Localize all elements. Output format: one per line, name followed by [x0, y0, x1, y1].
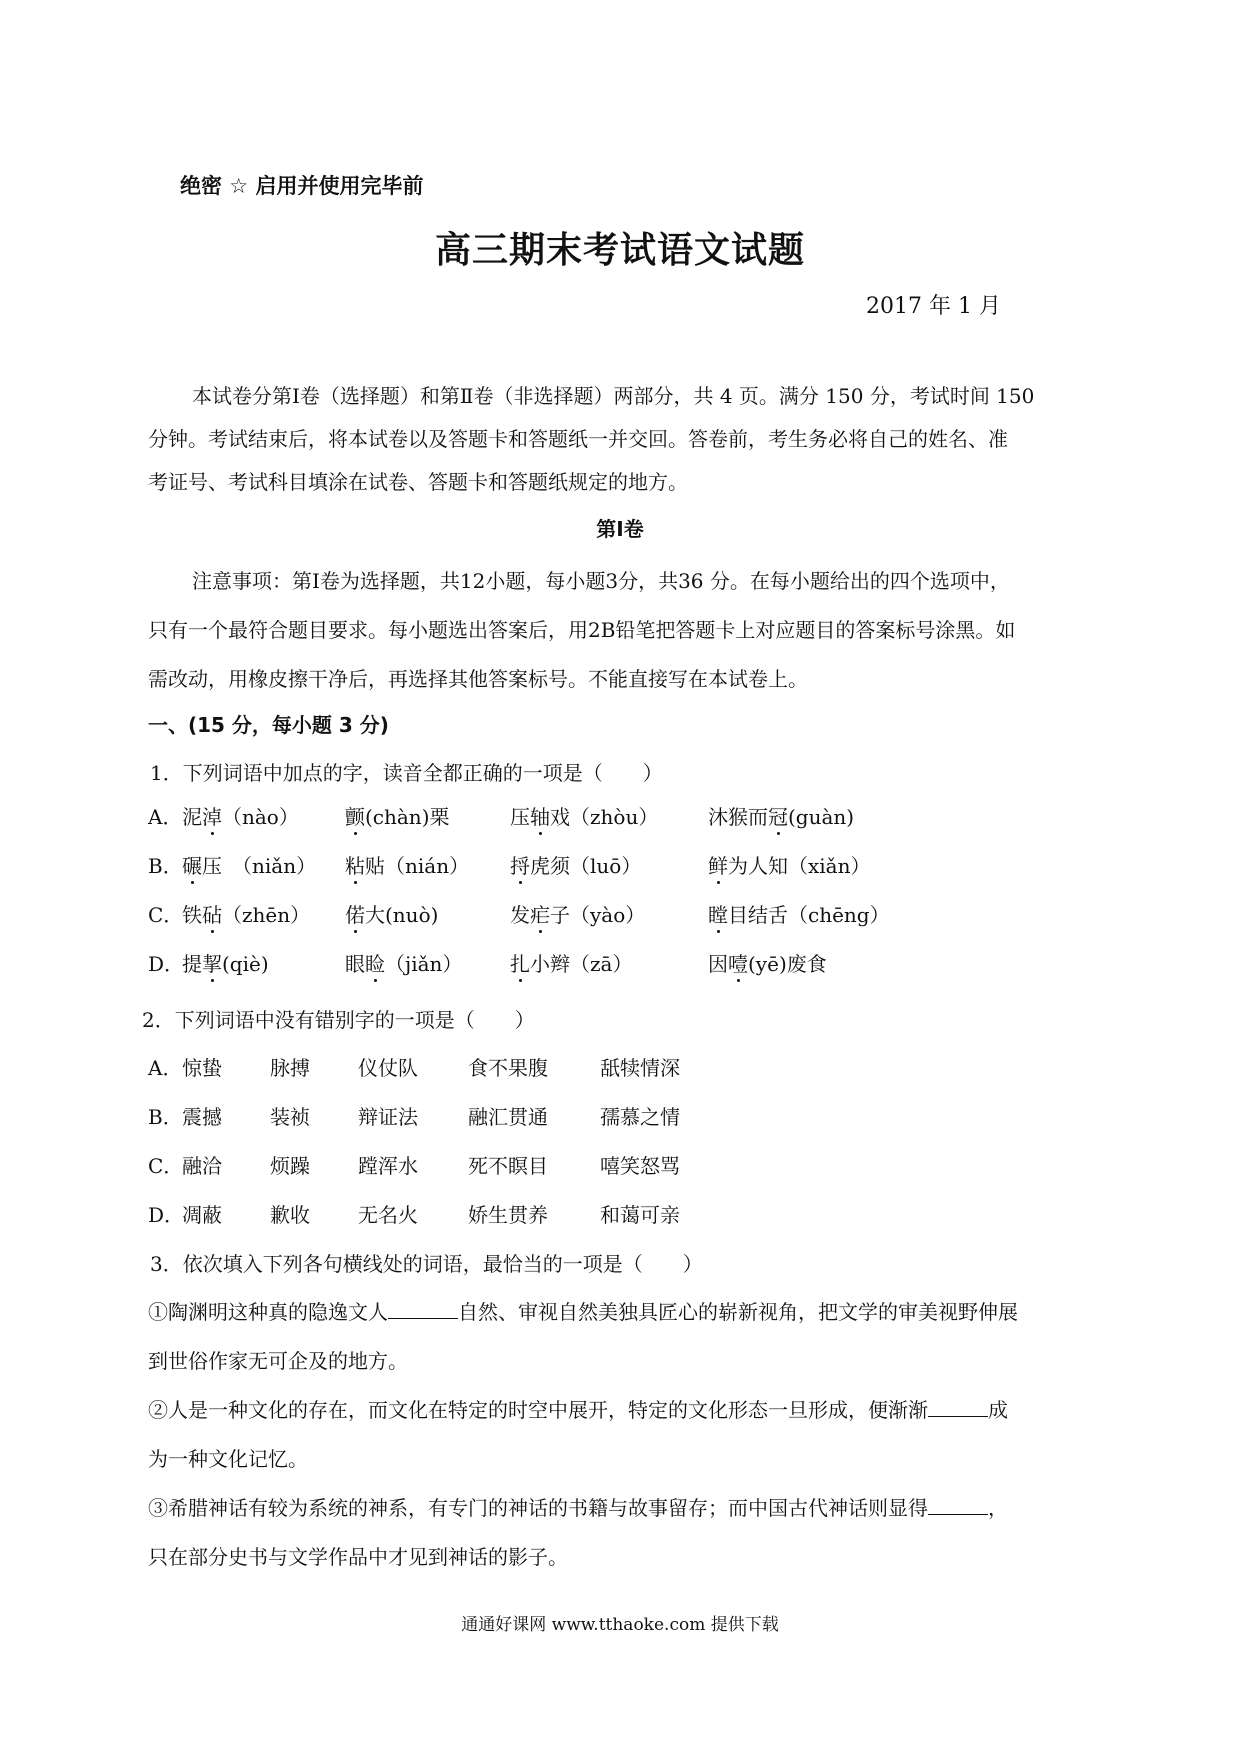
word: 嘻笑怒骂 [600, 1154, 680, 1178]
sentence-3: ③希腊神话有较为系统的神系，有专门的神话的书籍与故事留存；而中国古代神话则显得 ， [148, 1496, 1008, 1520]
option-letter: C． [148, 1154, 184, 1178]
dotted-char: 轴 [530, 805, 550, 829]
word: 仪仗队 [358, 1056, 418, 1080]
option-item: 提挈(qiè) [182, 952, 269, 976]
word: 娇生贯养 [468, 1203, 548, 1227]
exam-date: 2017 年 1 月 [866, 294, 1001, 319]
fill-blank [928, 1396, 988, 1417]
word: 舐犊情深 [600, 1056, 680, 1080]
section-heading: 一、(15 分，每小题 3 分) [148, 713, 389, 737]
option-letter: C． [148, 903, 184, 927]
fill-blank [388, 1298, 458, 1319]
option-letter: B． [148, 854, 183, 878]
word: 辩证法 [358, 1105, 418, 1129]
option-item: 鲜为人知（xiǎn） [708, 854, 871, 878]
confidential-mark: 绝密 ☆ 启用并使用完毕前 [180, 174, 424, 198]
option-item: 压轴戏（zhòu） [510, 805, 659, 829]
dotted-char: 噎 [728, 952, 748, 976]
notice-paragraph [148, 557, 1100, 704]
dotted-char: 冠 [768, 805, 788, 829]
option-letter: A． [148, 805, 183, 829]
word: 凋蔽 [182, 1203, 222, 1227]
dotted-char: 扎 [510, 952, 530, 976]
option-item: 眼睑（jiǎn） [345, 952, 463, 976]
dotted-char: 粘 [345, 854, 365, 878]
notice-line: 注意事项：第Ⅰ卷为选择题，共12小题，每小题3分，共36 分。在每小题给出的四个选项中， [192, 569, 1010, 593]
option-item: 捋虎须（luō） [510, 854, 642, 878]
sentence-1-cont: 到世俗作家无可企及的地方。 [148, 1349, 408, 1373]
word: 融洽 [182, 1154, 222, 1178]
option-letter: D． [148, 952, 185, 976]
dotted-char: 挈 [202, 952, 222, 976]
option-item: 铁砧（zhēn） [182, 903, 311, 927]
notice-line: 需改动，用橡皮擦干净后，再选择其他答案标号。不能直接写在本试卷上。 [148, 667, 808, 691]
question-2-stem: 2．下列词语中没有错别字的一项是（ ） [142, 1008, 535, 1032]
word: 蹚浑水 [358, 1154, 418, 1178]
option-letter: D． [148, 1203, 185, 1227]
fill-blank [928, 1494, 988, 1515]
dotted-char: 淖 [202, 805, 222, 829]
sentence-1: ①陶渊明这种真的隐逸文人 自然、审视自然美独具匠心的崭新视角，把文学的审美视野伸展 [148, 1300, 1018, 1324]
word: 歉收 [270, 1203, 310, 1227]
page-title: 高三期末考试语文试题 [434, 230, 805, 271]
word: 死不瞑目 [468, 1154, 548, 1178]
word: 烦躁 [270, 1154, 310, 1178]
word: 惊蛰 [182, 1056, 222, 1080]
option-item: 碾压 （niǎn） [182, 854, 317, 878]
intro-paragraph [148, 375, 1100, 504]
notice-line: 只有一个最符合题目要求。每小题选出答案后，用2B铅笔把答题卡上对应题目的答案标号涂黑。如 [148, 618, 1016, 642]
option-item: 因噎(yē)废食 [708, 952, 827, 976]
volume-heading: 第Ⅰ卷 [596, 517, 644, 541]
option-item: 泥淖（nào） [182, 805, 299, 829]
question-3-stem: 3．依次填入下列各句横线处的词语，最恰当的一项是（ ） [150, 1252, 703, 1276]
option-letter: B． [148, 1105, 183, 1129]
option-item: 发疟子（yào） [510, 903, 646, 927]
question-1-stem: 1．下列词语中加点的字，读音全都正确的一项是（ ） [150, 761, 663, 785]
option-item: 瞠目结舌（chēng） [708, 903, 890, 927]
option-letter: A． [148, 1056, 183, 1080]
word: 无名火 [358, 1203, 418, 1227]
intro-line: 考证号、考试科目填涂在试卷、答题卡和答题纸规定的地方。 [148, 470, 688, 494]
option-item: 沐猴而冠(guàn) [708, 805, 855, 829]
dotted-char: 瞠 [708, 903, 728, 927]
dotted-char: 捋 [510, 854, 530, 878]
word: 食不果腹 [468, 1056, 548, 1080]
word: 孺慕之情 [600, 1105, 680, 1129]
option-item: 扎小辫（zā） [510, 952, 633, 976]
word: 融汇贯通 [468, 1105, 548, 1129]
intro-line: 分钟。考试结束后，将本试卷以及答题卡和答题纸一并交回。答卷前，考生务必将自己的姓名、准 [148, 427, 1008, 451]
dotted-char: 砧 [202, 903, 222, 927]
option-item: 粘贴（nián） [345, 854, 470, 878]
dotted-char: 疟 [530, 903, 550, 927]
word: 脉搏 [270, 1056, 310, 1080]
word: 和蔼可亲 [600, 1203, 680, 1227]
dotted-char: 偌 [345, 903, 365, 927]
dotted-char: 碾 [182, 854, 202, 878]
footer-source: 通通好课网 www.tthaoke.com 提供下载 [461, 1615, 779, 1635]
dotted-char: 颤 [345, 805, 365, 829]
option-item: 偌大(nuò) [345, 903, 439, 927]
dotted-char: 鲜 [708, 854, 728, 878]
dotted-char: 睑 [365, 952, 385, 976]
intro-line: 本试卷分第Ⅰ卷（选择题）和第Ⅱ卷（非选择题）两部分，共 4 页。满分 150 分，考试时间 150 [192, 384, 1035, 408]
sentence-2-cont: 为一种文化记忆。 [148, 1447, 308, 1471]
sentence-2: ②人是一种文化的存在，而文化在特定的时空中展开，特定的文化形态一旦形成，便渐渐 成 [148, 1398, 1008, 1422]
option-item: 颤(chàn)栗 [345, 805, 450, 829]
sentence-3-cont: 只在部分史书与文学作品中才见到神话的影子。 [148, 1545, 568, 1569]
word: 震撼 [182, 1105, 222, 1129]
word: 装祯 [270, 1105, 310, 1129]
